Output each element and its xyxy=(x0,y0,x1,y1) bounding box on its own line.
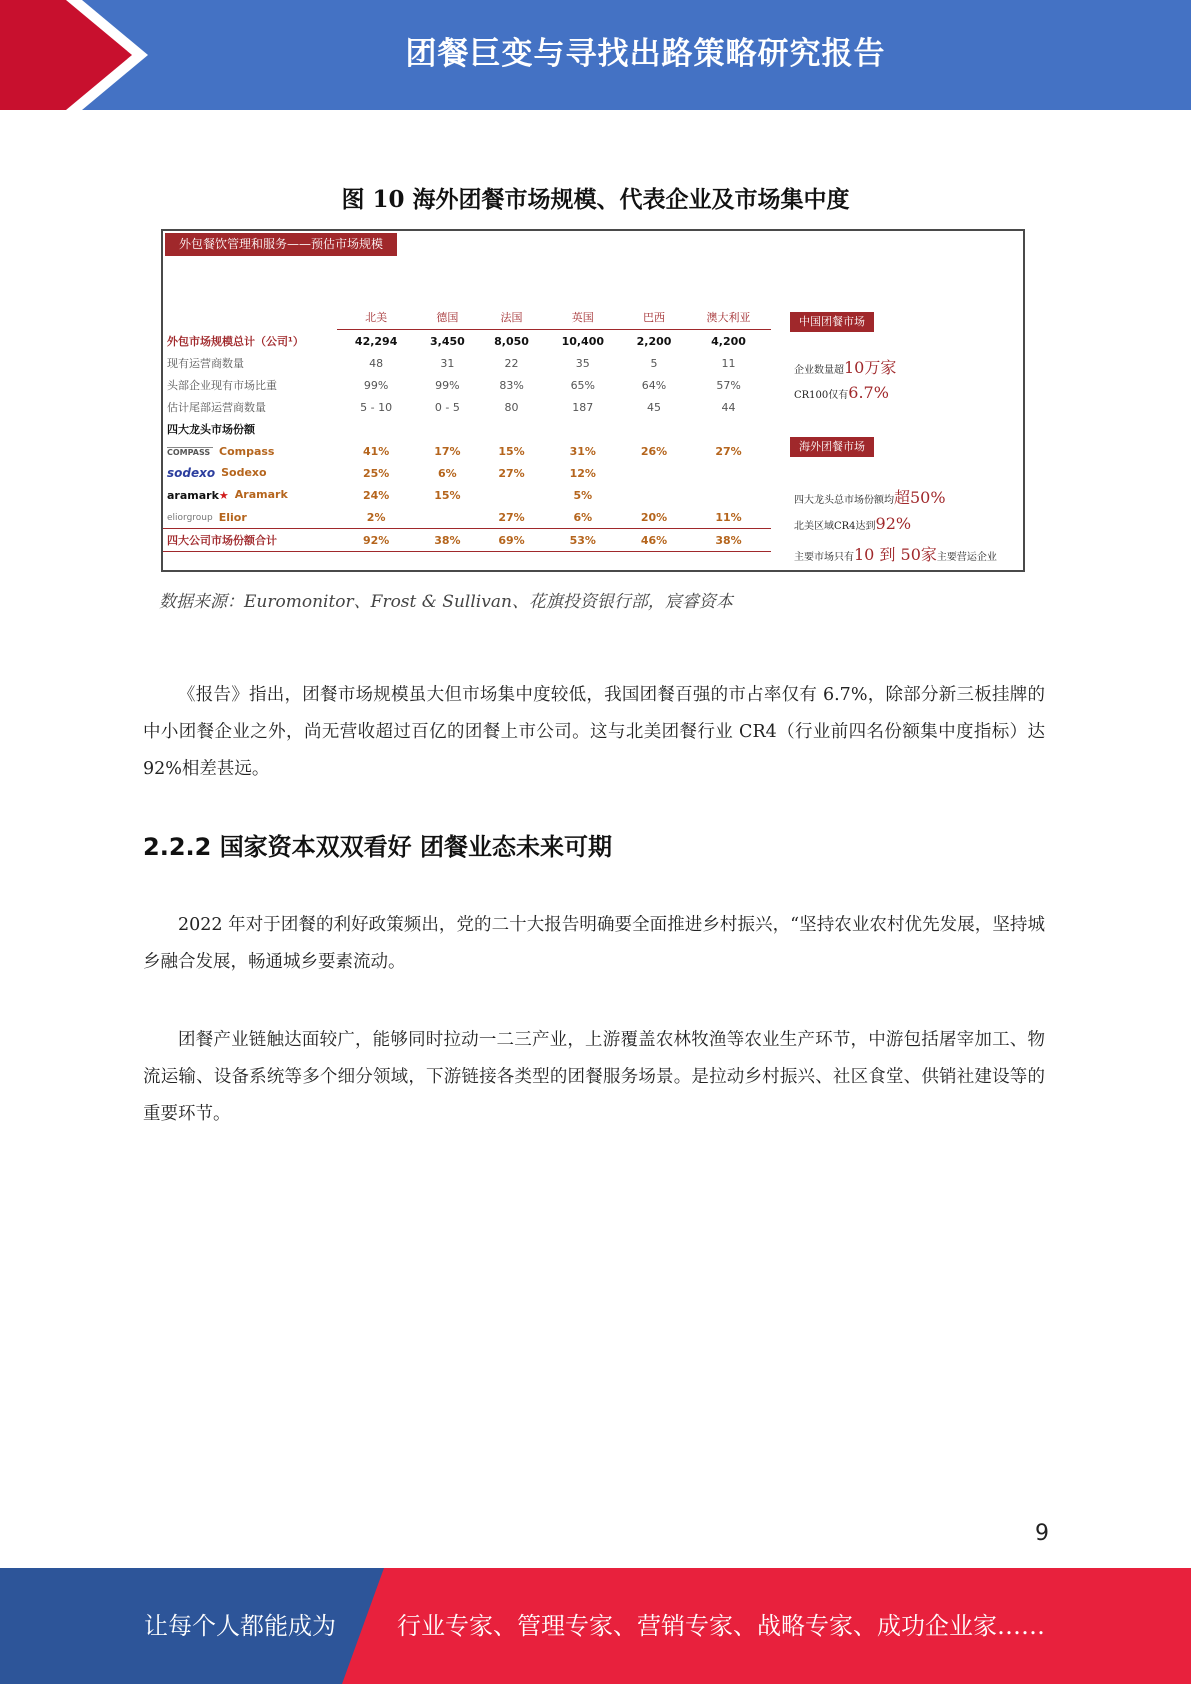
footer-slogan-left: 让每个人都能成为 xyxy=(144,1612,336,1640)
table-cell: 12% xyxy=(569,466,596,480)
share-header: 四大龙头市场份额 xyxy=(167,423,255,436)
row-label: 现有运营商数量 xyxy=(167,357,244,370)
table-cell: 65% xyxy=(570,378,596,392)
table-cell: 22 xyxy=(504,356,519,370)
table-cell xyxy=(622,484,686,506)
figure-title: 图 10 海外团餐市场规模、代表企业及市场集中度 xyxy=(341,186,850,213)
table-cell: 3,450 xyxy=(429,334,465,348)
figure-badge: 外包餐饮管理和服务——预估市场规模 xyxy=(165,233,397,256)
table-cell: 48 xyxy=(369,356,384,370)
table-cell: 92% xyxy=(337,529,415,552)
company-name: Sodexo xyxy=(221,466,267,479)
table-cell: 5 xyxy=(650,356,658,370)
table-cell: 99% xyxy=(363,378,389,392)
overseas-insight-1 xyxy=(794,485,946,508)
table-cell: 5 - 10 xyxy=(360,400,393,414)
aramark-logo-text: aramark xyxy=(167,488,219,502)
report-title: 团餐巨变与寻找出路策略研究报告 xyxy=(405,35,886,72)
market-figure xyxy=(161,229,1025,572)
compass-logo: COMPASS xyxy=(167,447,213,457)
insight-text: CR100仅有 xyxy=(794,390,849,401)
table-cell: 45 xyxy=(647,400,662,414)
row-label: 头部企业现有市场比重 xyxy=(167,379,277,392)
table-corner xyxy=(163,305,337,330)
insight-panel xyxy=(788,231,1023,571)
table-cell xyxy=(622,462,686,484)
table-cell xyxy=(415,506,479,529)
table-cell: 5% xyxy=(573,488,593,502)
insight-highlight: 10 到 50家 xyxy=(854,545,937,564)
table-cell: 15% xyxy=(434,488,461,502)
china-insight-2 xyxy=(794,383,889,402)
company-label xyxy=(163,484,337,506)
column-header: 澳大利亚 xyxy=(686,305,771,330)
table-cell: 20% xyxy=(640,510,668,524)
insight-highlight: 超50% xyxy=(894,488,946,507)
table-cell: 44 xyxy=(721,400,736,414)
insight-text: 企业数量超 xyxy=(794,365,844,376)
table-cell: 27% xyxy=(498,510,525,524)
column-header: 法国 xyxy=(479,305,543,330)
table-cell: 15% xyxy=(498,444,525,458)
table-row xyxy=(163,440,771,462)
table-cell: 41% xyxy=(362,444,390,458)
paragraph-1: 《报告》指出，团餐市场规模虽大但市场集中度较低，我国团餐百强的市占率仅有 6.7%，除部分新三板挂牌的中小团餐企业之外，尚无营收超过百亿的团餐上市公司。这与北美团餐行业 CR4（行业前四名份额集中度指标）达 92%相差甚远。 xyxy=(143,685,1045,779)
company-label xyxy=(163,440,337,462)
insight-text: 四大龙头总市场份额均 xyxy=(794,495,894,506)
table-row xyxy=(163,330,771,353)
table-cell: 27% xyxy=(715,444,742,458)
table-cell: 26% xyxy=(640,444,668,458)
table-cell xyxy=(686,484,771,506)
market-table xyxy=(163,305,771,552)
china-insight-1 xyxy=(794,355,896,378)
table-cell: 53% xyxy=(544,529,622,552)
company-name: Aramark xyxy=(234,488,288,502)
table-row xyxy=(163,418,771,440)
table-total-row xyxy=(163,529,771,552)
company-name: Elior xyxy=(218,510,247,524)
sodexo-logo: sodexo xyxy=(167,466,216,480)
table-cell: 46% xyxy=(622,529,686,552)
column-header: 德国 xyxy=(415,305,479,330)
insight-highlight: 92% xyxy=(875,514,912,533)
table-cell: 6% xyxy=(573,510,593,524)
table-cell: 8,050 xyxy=(494,334,529,348)
insight-text: 北美区域CR4达到 xyxy=(794,521,876,532)
table-cell xyxy=(479,484,543,506)
section-heading: 2.2.2 国家资本双双看好 团餐业态未来可期 xyxy=(143,833,613,861)
table-cell: 10,400 xyxy=(561,334,605,348)
row-label: 外包市场规模总计（公司¹） xyxy=(167,334,304,348)
table-cell: 6% xyxy=(438,466,457,480)
overseas-market-badge: 海外团餐市场 xyxy=(790,437,874,457)
row-label: 四大公司市场份额合计 xyxy=(163,529,337,552)
chevron-decoration-red xyxy=(0,0,150,110)
table-cell: 42,294 xyxy=(354,334,398,348)
insight-highlight: 10万家 xyxy=(844,358,897,377)
table-row xyxy=(163,462,771,484)
table-cell: 35 xyxy=(575,356,590,370)
table-cell: 38% xyxy=(415,529,479,552)
figure-source: 数据来源：Euromonitor、Frost & Sullivan、花旗投资银行部，宸睿资本 xyxy=(159,592,733,612)
table-header-row xyxy=(163,305,771,330)
table-cell: 64% xyxy=(641,378,667,392)
table-row xyxy=(163,352,771,374)
table-row xyxy=(163,374,771,396)
table-cell: 25% xyxy=(362,466,390,480)
table-row xyxy=(163,484,771,506)
table-cell: 99% xyxy=(435,378,460,392)
table-cell xyxy=(686,462,771,484)
table-cell: 31% xyxy=(569,444,596,458)
page-footer xyxy=(0,1568,1191,1684)
column-header: 北美 xyxy=(337,305,415,330)
page-number: 9 xyxy=(1035,1521,1049,1546)
company-label xyxy=(163,462,337,484)
table-cell: 187 xyxy=(572,400,594,414)
table-cell: 2% xyxy=(366,510,386,524)
page-header xyxy=(0,0,1191,110)
table-row xyxy=(163,506,771,529)
table-cell: 80 xyxy=(504,400,519,414)
table-row xyxy=(163,396,771,418)
china-market-badge: 中国团餐市场 xyxy=(790,312,874,332)
overseas-insight-3 xyxy=(794,542,997,565)
table-cell: 17% xyxy=(434,444,461,458)
column-header: 巴西 xyxy=(622,305,686,330)
company-name: Compass xyxy=(219,444,275,458)
table-cell: 11 xyxy=(721,356,736,370)
table-cell: 69% xyxy=(479,529,543,552)
star-icon: ★ xyxy=(218,488,229,502)
table-cell: 27% xyxy=(498,466,525,480)
table-cell: 0 - 5 xyxy=(434,400,460,414)
paragraph-2: 2022 年对于团餐的利好政策频出，党的二十大报告明确要全面推进乡村振兴，“坚持农业农村优先发展，坚持城乡融合发展，畅通城乡要素流动。 xyxy=(143,915,1045,972)
table-cell: 11% xyxy=(715,510,742,524)
insight-text: 主要营运企业 xyxy=(936,552,997,563)
paragraph-3: 团餐产业链触达面较广，能够同时拉动一二三产业，上游覆盖农林牧渔等农业生产环节，中游包括屠宰加工、物流运输、设备系统等多个细分领域，下游链接各类型的团餐服务场景。是拉动乡村振兴、社区食堂、供销社建设等的重要环节。 xyxy=(143,1030,1045,1124)
table-cell: 24% xyxy=(362,488,390,502)
table-cell: 31 xyxy=(440,356,455,370)
table-cell: 2,200 xyxy=(636,334,672,348)
table-cell: 57% xyxy=(716,378,741,392)
company-label xyxy=(163,506,337,529)
table-cell: 83% xyxy=(499,378,524,392)
row-label: 估计尾部运营商数量 xyxy=(167,401,266,414)
insight-text: 主要市场只有 xyxy=(794,552,854,563)
aramark-logo xyxy=(167,489,229,502)
column-header: 英国 xyxy=(544,305,622,330)
insight-highlight: 6.7% xyxy=(848,383,889,402)
table-cell: 4,200 xyxy=(711,334,746,348)
elior-logo: eliorgroup xyxy=(167,512,213,523)
table-cell: 38% xyxy=(686,529,771,552)
footer-slogan-right: 行业专家、管理专家、营销专家、战略专家、成功企业家…… xyxy=(397,1612,1045,1640)
overseas-insight-2 xyxy=(794,514,911,533)
